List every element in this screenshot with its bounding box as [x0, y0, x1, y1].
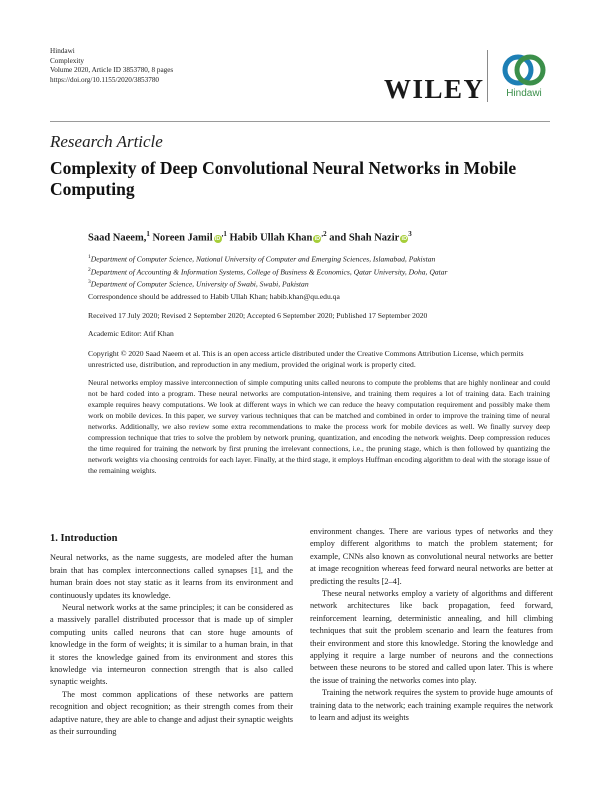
correspondence: Correspondence should be addressed to Habib Ullah Khan; habib.khan@qu.edu.qa — [88, 292, 340, 301]
author-affil-marker: ,2 — [321, 230, 327, 238]
abstract: Neural networks employ massive interconnection of simple computing units called neurons to compute the problems that are highly nonlinear and could not be hard coded into a program. These neural networks are computation-intensive, and training them requires a lot of training data. Each training example requires heavy computations. We look at different ways in which we can reduce the heavy computation requirement and possibly make them work on mobile devices. In this paper, we survey various techniques that can be matched and combined in order to improve the training time of neural networks. Additionally, we also review some extra recommendations to make the process work for mobile devices as well. We finally survey deep compression technique that tries to solve the problem by network pruning, quantization, and encoding the network weights. Deep compression reduces the time required for training the network by first pruning the irrelevant connections, i.e., the pruning stage, which is then followed by quantizing the network weights via choosing centroids for each layer. Finally, at the third stage, it employs Huffman encoding algorithm to deal with the storage issue of the remaining weights. — [88, 378, 550, 475]
doi-link[interactable]: https://doi.org/10.1155/2020/3853780 — [50, 75, 160, 84]
affiliation: $^3$Department of Computer Science, University of Swabi, Swabi, Pakistan — [88, 279, 309, 289]
orcid-icon[interactable]: iD — [214, 235, 221, 242]
copyright-notice: Copyright © 2020 Saad Naeem et al. This is an open access article distributed under the Creative Commons Attribution License, which permits unrestricted use, distribution, and reproduction in any medium, provided the original work is properly cited. — [88, 349, 524, 369]
author-name: Habib Ullah Khan — [229, 232, 313, 244]
left-column — [50, 533, 293, 739]
hindawi-logo-icon — [498, 52, 550, 88]
publication-dates: Received 17 July 2020; Revised 2 September 2020; Accepted 6 September 2020; Published 17 September 2020 — [88, 311, 428, 320]
orcid-icon[interactable]: iD — [401, 235, 408, 242]
author-affil-marker: ,1 — [221, 230, 227, 238]
wiley-logo: WILEY — [384, 74, 485, 104]
body-paragraph: environment changes. There are various types of networks and they employ different algorithms to match the problem statement; for example, CNNs also known as convolutional neural networks are better at image recognition whereas feed forward neural networks are better at predicting the results [2–4]. — [310, 527, 553, 586]
right-column — [310, 526, 553, 725]
section-heading: 1. Introduction — [50, 533, 118, 544]
body-paragraph: The most common applications of these networks are pattern recognition and object recognition; as their strength comes from their adaptive nature, they are able to change and adjust their synaptic weights as their surrounding — [50, 689, 293, 737]
logo-divider — [487, 50, 488, 102]
journal-info — [50, 47, 173, 85]
author-affil-marker: 1 — [146, 230, 150, 238]
author-name: and Shah Nazir — [329, 232, 400, 244]
author-list — [88, 230, 412, 244]
academic-editor: Academic Editor: Atif Khan — [88, 329, 174, 338]
affiliation: $^1$Department of Computer Science, National University of Computer and Emerging Sciences, Islamabad, Pakistan — [88, 254, 436, 264]
hindawi-logo-text: Hindawi — [506, 88, 542, 99]
author-name: Saad Naeem, — [88, 232, 147, 244]
journal-name: Complexity — [50, 56, 84, 65]
volume-info: Volume 2020, Article ID 3853780, 8 pages — [50, 66, 174, 75]
author-name: Noreen Jamil — [152, 232, 213, 244]
article-type: Research Article — [50, 132, 163, 151]
body-paragraph: Neural network works at the same principles; it can be considered as a massively parallel distributed processor that is made up of simpler computing units called neurons that can store huge amounts of knowledge in the form of weights; it is similar to a human brain, in that it stores the knowledge gained from its environment and stores this knowledge via interneuron connection strength that is also called synaptic weights. — [50, 603, 293, 687]
body-paragraph: Training the network requires the system to provide huge amounts of training data to the network; each training example requires the network to learn and adjust its weights — [310, 688, 553, 723]
paper-title: Complexity of Deep Convolutional Neural Networks in Mobile Computing — [50, 158, 517, 199]
author-affil-marker: 3 — [408, 230, 412, 238]
orcid-icon[interactable]: iD — [314, 235, 321, 242]
publisher-name: Hindawi — [50, 47, 75, 55]
body-paragraph: These neural networks employ a variety of algorithms and different network architectures like back propagation, feed forward, reinforcement learning, deterministic annealing, and hill climbing techniques that suit the problem scenario and learn the features from their environment and store this knowledge. Storing the knowledge and applying it require a large number of neurons and the connections between these neurons to be stored and called upon later. This is where the issue of training the networks comes into play. — [310, 589, 553, 685]
affiliations — [88, 252, 447, 290]
body-paragraph: Neural networks, as the name suggests, are modeled after the human brain that has complex interconnections called synapses [1], and the human brain does not stay static as it learns from its environment and continuously updates its knowledge. — [50, 553, 293, 600]
affiliation: $^2$Department of Accounting & Information Systems, College of Business & Economics, Qatar University, Doha, Qatar — [88, 266, 448, 277]
header-rule — [50, 121, 550, 122]
